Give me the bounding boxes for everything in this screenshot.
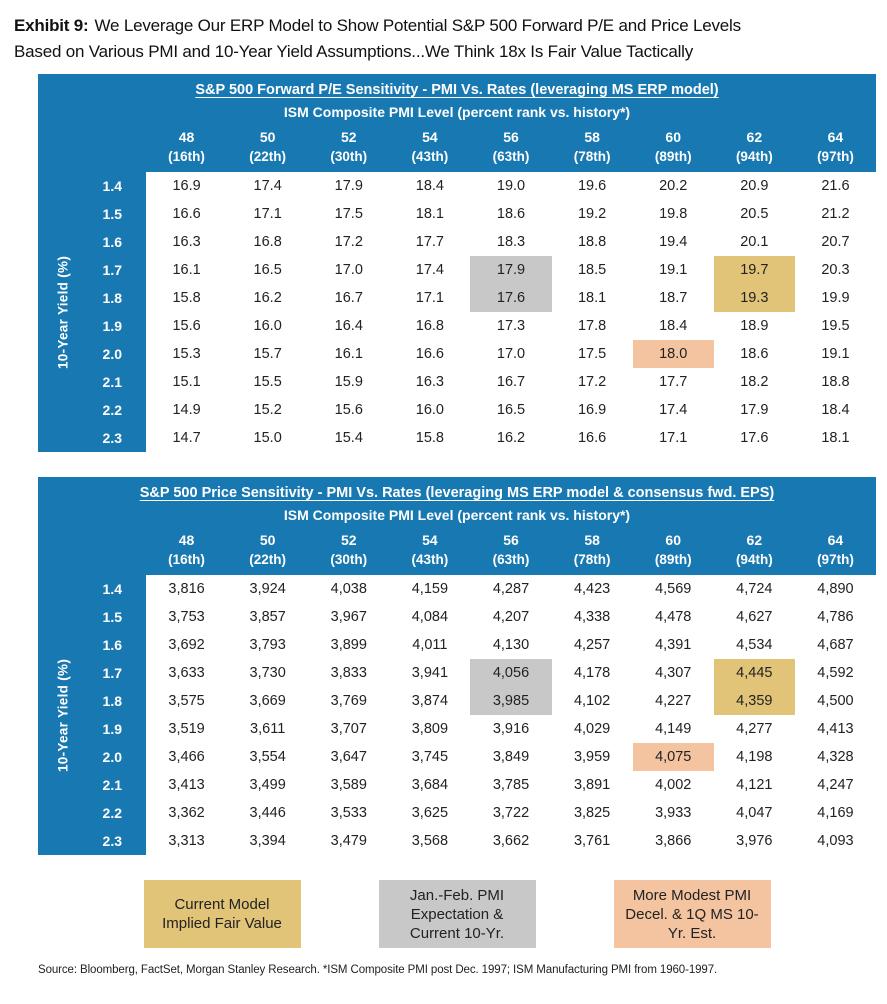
table-cell: 17.0	[308, 256, 389, 284]
table-cell: 3,611	[227, 715, 308, 743]
column-pmi-value: 52	[340, 129, 357, 145]
row-label-yield: 1.5	[38, 200, 146, 228]
column-pmi-value: 54	[422, 532, 438, 548]
table-cell: 21.6	[795, 172, 876, 200]
table-cell: 3,857	[227, 603, 308, 631]
table-cell: 15.9	[308, 368, 389, 396]
row-label-yield: 2.3	[38, 827, 146, 855]
table-cell: 19.3	[714, 284, 795, 312]
table-cell: 4,569	[633, 575, 714, 603]
column-header	[633, 530, 714, 575]
table-cell: 17.4	[633, 396, 714, 424]
table-cell: 19.1	[633, 256, 714, 284]
table-cell: 16.1	[146, 256, 227, 284]
table-cell: 20.3	[795, 256, 876, 284]
column-percent-rank: (63th)	[492, 552, 530, 567]
table-cell: 3,568	[389, 827, 470, 855]
row-label-yield: 1.8	[38, 284, 146, 312]
column-pmi-value: 64	[827, 129, 844, 145]
table-cell: 18.4	[633, 312, 714, 340]
table-cell: 18.4	[389, 172, 470, 200]
header-spacer	[38, 530, 146, 575]
table-cell: 3,466	[146, 743, 227, 771]
column-percent-rank: (63th)	[492, 149, 530, 164]
column-header	[227, 127, 308, 172]
table-cell: 3,446	[227, 799, 308, 827]
table-cell: 4,029	[552, 715, 633, 743]
table-cell: 4,500	[795, 687, 876, 715]
table-cell: 4,277	[714, 715, 795, 743]
table-cell: 15.3	[146, 340, 227, 368]
table-cell: 15.1	[146, 368, 227, 396]
row-label-yield: 1.6	[38, 631, 146, 659]
table-cell: 16.4	[308, 312, 389, 340]
row-label-yield: 2.1	[38, 771, 146, 799]
table-cell: 19.6	[552, 172, 633, 200]
table-cell: 17.2	[552, 368, 633, 396]
pe-sensitivity-table	[38, 74, 876, 452]
table-cell: 15.0	[227, 424, 308, 452]
table-cell: 18.4	[795, 396, 876, 424]
y-axis-label: 10-Year Yield (%)	[55, 255, 71, 369]
table-cell: 4,038	[308, 575, 389, 603]
column-percent-rank: (89th)	[654, 149, 692, 164]
table-cell: 4,056	[470, 659, 551, 687]
table-cell: 17.6	[470, 284, 551, 312]
table-cell: 3,499	[227, 771, 308, 799]
table-cell: 4,445	[714, 659, 795, 687]
table-cell: 3,413	[146, 771, 227, 799]
table-cell: 3,985	[470, 687, 551, 715]
row-label-yield: 2.0	[38, 340, 146, 368]
row-label-yield: 1.4	[38, 172, 146, 200]
table-cell: 19.1	[795, 340, 876, 368]
table-cell: 3,976	[714, 827, 795, 855]
table-cell: 3,933	[633, 799, 714, 827]
table-cell: 17.1	[227, 200, 308, 228]
exhibit-title-text: We Leverage Our ERP Model to Show Potential S&P 500 Forward P/E and Price Levels Based on Various PMI and 10-Year Yield Assumptions...We Think 18x Is Fair Value Tactically	[14, 16, 741, 61]
table-cell: 3,633	[146, 659, 227, 687]
table-cell: 4,159	[389, 575, 470, 603]
table-cell: 3,785	[470, 771, 551, 799]
table-cell: 18.2	[714, 368, 795, 396]
table-cell: 17.0	[470, 340, 551, 368]
table-cell: 16.6	[552, 424, 633, 452]
column-percent-rank: (78th)	[573, 552, 611, 567]
table-cell: 4,724	[714, 575, 795, 603]
column-percent-rank: (16th)	[168, 149, 205, 164]
column-header	[795, 127, 876, 172]
table-cell: 15.7	[227, 340, 308, 368]
table-cell: 3,313	[146, 827, 227, 855]
table-cell: 20.1	[714, 228, 795, 256]
table-cell: 19.8	[633, 200, 714, 228]
header-spacer	[38, 127, 146, 172]
column-header	[633, 127, 714, 172]
table-cell: 16.2	[470, 424, 551, 452]
column-percent-rank: (94th)	[735, 149, 773, 164]
table-cell: 3,753	[146, 603, 227, 631]
row-label-yield: 1.9	[38, 312, 146, 340]
table-cell: 4,075	[633, 743, 714, 771]
column-header	[714, 530, 795, 575]
table-cell: 3,809	[389, 715, 470, 743]
table-cell: 18.7	[633, 284, 714, 312]
table-cell: 4,786	[795, 603, 876, 631]
table-cell: 4,093	[795, 827, 876, 855]
table-cell: 3,941	[389, 659, 470, 687]
column-percent-rank: (89th)	[654, 552, 692, 567]
table-cell: 16.6	[389, 340, 470, 368]
table-cell: 3,684	[389, 771, 470, 799]
table-cell: 15.6	[146, 312, 227, 340]
table-cell: 16.3	[146, 228, 227, 256]
table-cell: 17.8	[552, 312, 633, 340]
price-sensitivity-table	[38, 477, 876, 855]
table-cell: 4,307	[633, 659, 714, 687]
table-cell: 4,130	[470, 631, 551, 659]
table-column-headers	[38, 120, 876, 172]
table-cell: 18.5	[552, 256, 633, 284]
table-cell: 4,592	[795, 659, 876, 687]
table-cell: 4,338	[552, 603, 633, 631]
table-cell: 19.7	[714, 256, 795, 284]
column-percent-rank: (43th)	[411, 552, 449, 567]
table-cell: 4,227	[633, 687, 714, 715]
table-cell: 17.9	[308, 172, 389, 200]
table-cell: 18.1	[552, 284, 633, 312]
legend-fair-value: Current Model Implied Fair Value	[144, 880, 301, 948]
row-label-yield: 2.2	[38, 396, 146, 424]
table-cell: 17.9	[714, 396, 795, 424]
column-header	[552, 530, 633, 575]
table-cell: 17.1	[633, 424, 714, 452]
table-cell: 3,554	[227, 743, 308, 771]
table-cell: 4,178	[552, 659, 633, 687]
table-cell: 15.8	[389, 424, 470, 452]
table-title: S&P 500 Price Sensitivity - PMI Vs. Rates (leveraging MS ERP model & consensus fwd. EPS)	[139, 485, 775, 501]
legend-pmi-expectation: Jan.-Feb. PMI Expectation & Current 10-Yr.	[379, 880, 536, 948]
table-cell: 14.7	[146, 424, 227, 452]
y-axis-label: 10-Year Yield (%)	[55, 658, 71, 772]
column-header	[227, 530, 308, 575]
table-cell: 19.4	[633, 228, 714, 256]
exhibit-title	[0, 0, 800, 74]
table-cell: 20.5	[714, 200, 795, 228]
table-cell: 4,478	[633, 603, 714, 631]
table-cell: 4,413	[795, 715, 876, 743]
legend	[38, 880, 876, 948]
table-cell: 3,761	[552, 827, 633, 855]
column-percent-rank: (78th)	[573, 149, 611, 164]
table-cell: 19.5	[795, 312, 876, 340]
column-percent-rank: (30th)	[330, 552, 368, 567]
source-note: Source: Bloomberg, FactSet, Morgan Stanley Research. *ISM Composite PMI post Dec. 1997; ISM Manufacturing PMI from 1960-1997.	[38, 964, 718, 976]
table-cell: 16.2	[227, 284, 308, 312]
column-pmi-value: 48	[178, 129, 195, 145]
table-cell: 4,002	[633, 771, 714, 799]
table-cell: 16.7	[470, 368, 551, 396]
table-cell: 16.8	[227, 228, 308, 256]
row-label-yield: 2.2	[38, 799, 146, 827]
column-percent-rank: (43th)	[411, 149, 449, 164]
table-cell: 18.9	[714, 312, 795, 340]
table-cell: 4,047	[714, 799, 795, 827]
column-percent-rank: (16th)	[168, 552, 205, 567]
table-cell: 3,533	[308, 799, 389, 827]
row-label-yield: 2.3	[38, 424, 146, 452]
table-cell: 3,625	[389, 799, 470, 827]
table-cell: 17.6	[714, 424, 795, 452]
table-cell: 19.0	[470, 172, 551, 200]
table-cell: 3,866	[633, 827, 714, 855]
column-header	[389, 530, 470, 575]
table-cell: 4,121	[714, 771, 795, 799]
table-cell: 18.6	[714, 340, 795, 368]
table-cell: 3,394	[227, 827, 308, 855]
table-cell: 16.9	[552, 396, 633, 424]
table-cell: 17.5	[552, 340, 633, 368]
table-cell: 3,924	[227, 575, 308, 603]
table-cell: 3,479	[308, 827, 389, 855]
row-label-yield: 1.7	[38, 659, 146, 687]
table-cell: 4,627	[714, 603, 795, 631]
table-cell: 17.7	[389, 228, 470, 256]
table-grid	[38, 575, 876, 855]
column-group-label: ISM Composite PMI Level (percent rank vs. history*)	[283, 104, 631, 120]
table-cell: 4,102	[552, 687, 633, 715]
table-cell: 4,011	[389, 631, 470, 659]
row-label-yield: 1.9	[38, 715, 146, 743]
table-cell: 3,891	[552, 771, 633, 799]
table-cell: 16.1	[308, 340, 389, 368]
table-cell: 3,769	[308, 687, 389, 715]
table-cell: 4,328	[795, 743, 876, 771]
column-percent-rank: (97th)	[817, 552, 854, 567]
table-cell: 15.5	[227, 368, 308, 396]
table-cell: 16.5	[470, 396, 551, 424]
table-cell: 3,707	[308, 715, 389, 743]
column-header	[795, 530, 876, 575]
column-pmi-value: 62	[746, 532, 763, 548]
table-cell: 17.5	[308, 200, 389, 228]
table-cell: 3,722	[470, 799, 551, 827]
table-cell: 17.4	[389, 256, 470, 284]
table-cell: 15.2	[227, 396, 308, 424]
table-cell: 4,687	[795, 631, 876, 659]
table-cell: 3,793	[227, 631, 308, 659]
table-cell: 3,916	[470, 715, 551, 743]
table-cell: 18.1	[389, 200, 470, 228]
table-cell: 16.5	[227, 256, 308, 284]
column-pmi-value: 60	[665, 129, 681, 145]
column-pmi-value: 48	[178, 532, 195, 548]
table-cell: 4,257	[552, 631, 633, 659]
row-label-yield: 1.5	[38, 603, 146, 631]
column-percent-rank: (94th)	[735, 552, 773, 567]
row-label-yield: 2.0	[38, 743, 146, 771]
table-cell: 16.3	[389, 368, 470, 396]
column-pmi-value: 58	[584, 532, 600, 548]
column-pmi-value: 60	[665, 532, 681, 548]
exhibit-label: Exhibit 9:	[14, 16, 89, 35]
table-cell: 18.0	[633, 340, 714, 368]
table-cell: 4,287	[470, 575, 551, 603]
column-header	[470, 530, 551, 575]
row-label-yield: 1.6	[38, 228, 146, 256]
row-label-yield: 1.4	[38, 575, 146, 603]
table-cell: 3,589	[308, 771, 389, 799]
table-cell: 4,198	[714, 743, 795, 771]
table-cell: 18.1	[795, 424, 876, 452]
table-cell: 3,575	[146, 687, 227, 715]
table-cell: 3,647	[308, 743, 389, 771]
table-cell: 21.2	[795, 200, 876, 228]
table-cell: 16.0	[389, 396, 470, 424]
table-cell: 15.8	[146, 284, 227, 312]
column-header	[470, 127, 551, 172]
table-cell: 3,662	[470, 827, 551, 855]
row-label-yield: 1.7	[38, 256, 146, 284]
column-pmi-value: 52	[340, 532, 357, 548]
table-cell: 19.2	[552, 200, 633, 228]
table-cell: 20.9	[714, 172, 795, 200]
table-cell: 15.4	[308, 424, 389, 452]
table-cell: 4,391	[633, 631, 714, 659]
column-header	[389, 127, 470, 172]
table-cell: 16.7	[308, 284, 389, 312]
table-title: S&P 500 Forward P/E Sensitivity - PMI Vs. Rates (leveraging MS ERP model)	[195, 82, 719, 98]
table-cell: 3,669	[227, 687, 308, 715]
column-pmi-value: 64	[827, 532, 844, 548]
table-cell: 4,359	[714, 687, 795, 715]
table-cell: 3,899	[308, 631, 389, 659]
table-cell: 18.8	[795, 368, 876, 396]
column-pmi-value: 58	[584, 129, 600, 145]
column-pmi-value: 50	[259, 532, 276, 548]
column-header	[146, 530, 227, 575]
table-cell: 17.1	[389, 284, 470, 312]
table-cell: 16.0	[227, 312, 308, 340]
table-cell: 4,890	[795, 575, 876, 603]
column-pmi-value: 56	[503, 129, 519, 145]
table-cell: 4,534	[714, 631, 795, 659]
table-cell: 3,730	[227, 659, 308, 687]
column-percent-rank: (97th)	[817, 149, 854, 164]
table-cell: 3,362	[146, 799, 227, 827]
table-cell: 18.8	[552, 228, 633, 256]
table-cell: 3,849	[470, 743, 551, 771]
table-cell: 3,519	[146, 715, 227, 743]
table-cell: 3,967	[308, 603, 389, 631]
column-header	[714, 127, 795, 172]
table-cell: 16.9	[146, 172, 227, 200]
table-cell: 17.2	[308, 228, 389, 256]
table-cell: 16.6	[146, 200, 227, 228]
table-cell: 17.7	[633, 368, 714, 396]
table-cell: 18.6	[470, 200, 551, 228]
table-cell: 3,816	[146, 575, 227, 603]
table-cell: 20.7	[795, 228, 876, 256]
table-cell: 18.3	[470, 228, 551, 256]
table-cell: 4,247	[795, 771, 876, 799]
table-grid	[38, 172, 876, 452]
column-header	[146, 127, 227, 172]
column-pmi-value: 54	[422, 129, 438, 145]
table-cell: 4,207	[470, 603, 551, 631]
table-cell: 4,169	[795, 799, 876, 827]
row-label-yield: 2.1	[38, 368, 146, 396]
column-pmi-value: 62	[746, 129, 763, 145]
table-cell: 17.3	[470, 312, 551, 340]
table-cell: 4,149	[633, 715, 714, 743]
table-cell: 17.4	[227, 172, 308, 200]
table-cell: 15.6	[308, 396, 389, 424]
row-label-yield: 1.8	[38, 687, 146, 715]
table-column-headers	[38, 523, 876, 575]
column-pmi-value: 56	[503, 532, 519, 548]
table-cell: 20.2	[633, 172, 714, 200]
table-cell: 3,745	[389, 743, 470, 771]
column-percent-rank: (30th)	[330, 149, 368, 164]
table-cell: 19.9	[795, 284, 876, 312]
table-cell: 3,692	[146, 631, 227, 659]
table-cell: 3,833	[308, 659, 389, 687]
column-group-label: ISM Composite PMI Level (percent rank vs. history*)	[283, 507, 631, 523]
column-header	[552, 127, 633, 172]
table-cell: 3,959	[552, 743, 633, 771]
table-cell: 16.8	[389, 312, 470, 340]
column-percent-rank: (22th)	[249, 149, 287, 164]
table-cell: 14.9	[146, 396, 227, 424]
table-cell: 3,874	[389, 687, 470, 715]
column-header	[308, 530, 389, 575]
column-header	[308, 127, 389, 172]
table-cell: 4,423	[552, 575, 633, 603]
column-pmi-value: 50	[259, 129, 276, 145]
table-cell: 4,084	[389, 603, 470, 631]
legend-modest-decel: More Modest PMI Decel. & 1Q MS 10-Yr. Est.	[614, 880, 771, 948]
table-cell: 17.9	[470, 256, 551, 284]
table-cell: 3,825	[552, 799, 633, 827]
column-percent-rank: (22th)	[249, 552, 287, 567]
